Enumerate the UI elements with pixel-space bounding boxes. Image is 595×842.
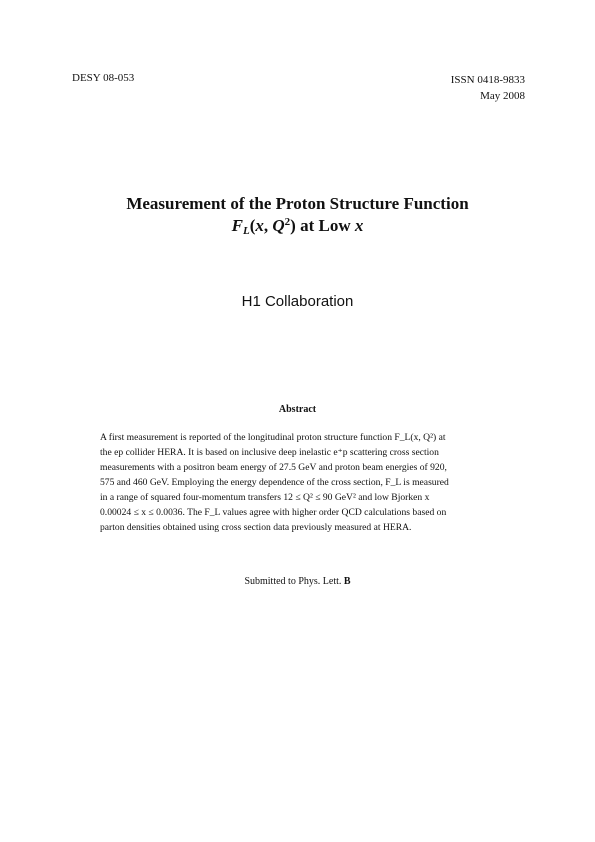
fl-args-open: ( xyxy=(249,216,256,235)
fl-arg-x: x xyxy=(255,216,264,235)
journal-volume: B xyxy=(343,576,351,587)
collaboration-name: H1 Collaboration xyxy=(241,293,354,310)
title-x-var: x xyxy=(354,216,364,235)
fl-comma: , xyxy=(263,216,273,235)
fl-symbol: F xyxy=(231,216,243,235)
report-number: DESY 08-053 xyxy=(72,72,135,84)
paper-title xyxy=(0,193,595,237)
fl-exponent: 2 xyxy=(284,216,291,228)
title-line-2 xyxy=(0,215,595,237)
publication-date: May 2008 xyxy=(480,90,525,102)
abstract-heading: Abstract xyxy=(278,404,317,415)
fl-arg-q: Q xyxy=(272,216,285,235)
fl-args-close: ) xyxy=(290,216,296,235)
fl-subscript: L xyxy=(242,225,250,237)
abstract-text: A first measurement is reported of the longitudinal proton structure function F_L(x, Q²) at the ep collider HERA. It is based on inclusive deep inelastic e⁺p scattering cross section measurements with a positron beam energy of 27.5 GeV and proton beam energies of 920, 575 and 460 GeV. Employing the energy dependence of the cross section, F_L is measured in a range of squared four-momentum transfers 12 ≤ Q² ≤ 90 GeV² and low Bjorken x 0.00024 ≤ x ≤ 0.0036. The F_L values agree with higher order QCD calculations based on parton densities obtained using cross section data previously measured at HERA. xyxy=(100,432,449,533)
header-right-block xyxy=(451,72,525,104)
issn: ISSN 0418-9833 xyxy=(450,74,525,86)
submission-note xyxy=(0,576,595,588)
title-line-1: Measurement of the Proton Structure Function xyxy=(126,194,469,213)
submission-text: Submitted to Phys. Lett. xyxy=(244,576,344,587)
title-at-low: at Low xyxy=(295,216,355,235)
